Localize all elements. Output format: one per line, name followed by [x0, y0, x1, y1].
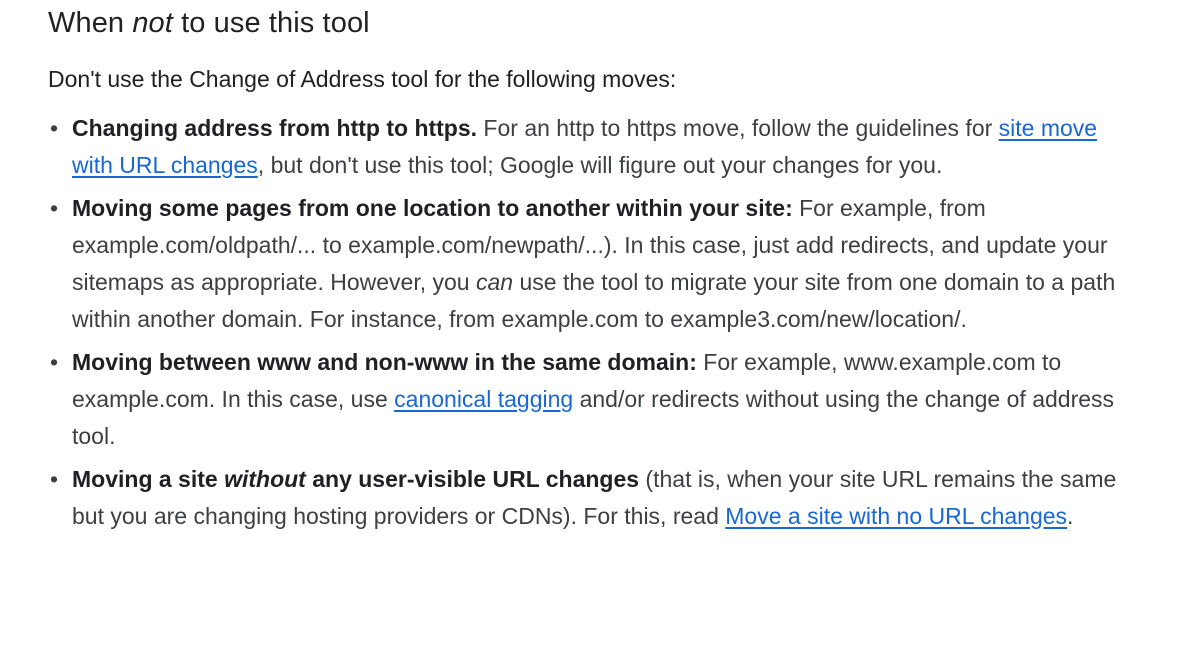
item-text: (that is, when your site URL remains the same but you are changing hosting providers or CDNs). For this, read [72, 466, 1117, 529]
item-emphasis: can [475, 269, 514, 295]
list-item-moving-pages [48, 190, 1140, 338]
bullet-icon: • [50, 466, 59, 492]
bullet-icon: • [50, 349, 59, 375]
heading-emphasis: not [132, 7, 173, 39]
bullet-icon: • [50, 195, 59, 221]
bold-emphasis: without [224, 466, 306, 492]
bullet-icon: • [50, 115, 59, 141]
moves-list [48, 110, 1140, 535]
item-bold-lead: Moving between www and non-www in the same domain: [72, 349, 697, 375]
item-bold-lead: Moving some pages from one location to another within your site: [72, 195, 793, 221]
site-move-with-url-changes-link[interactable]: site move with URL changes [72, 115, 1098, 178]
move-site-no-url-changes-link[interactable]: Move a site with no URL changes [725, 503, 1068, 529]
canonical-tagging-link[interactable]: canonical tagging [394, 386, 574, 412]
item-text: and/or redirects without using the change of address tool. [72, 386, 1115, 449]
item-bold-lead [72, 466, 639, 492]
item-text: For an http to https move, follow the guidelines for [477, 115, 999, 141]
item-text: For example, from example.com/oldpath/... to example.com/newpath/...). In this case, just add redirects, and update your sitemaps as appropriate. However, you [72, 195, 1108, 295]
section-heading [48, 0, 1140, 41]
item-bold-lead: Changing address from http to https. [72, 115, 478, 141]
heading-suffix: to use this tool [172, 7, 370, 39]
bold-suffix: any user-visible URL changes [305, 466, 640, 492]
list-item-www-non-www [48, 344, 1140, 455]
item-text: use the tool to migrate your site from one domain to a path within another domain. For instance, from example.com to example3.com/new/location/. [72, 269, 1116, 332]
heading-prefix: When [48, 7, 133, 39]
list-item-http-to-https [48, 110, 1140, 184]
intro-paragraph: Don't use the Change of Address tool for the following moves: [48, 66, 677, 92]
item-text: . [1067, 503, 1074, 529]
item-text: For example, www.example.com to example.com. In this case, use [72, 349, 1062, 412]
item-text: , but don't use this tool; Google will figure out your changes for you. [257, 152, 943, 178]
bold-prefix: Moving a site [72, 466, 225, 492]
list-item-no-url-changes [48, 461, 1140, 535]
